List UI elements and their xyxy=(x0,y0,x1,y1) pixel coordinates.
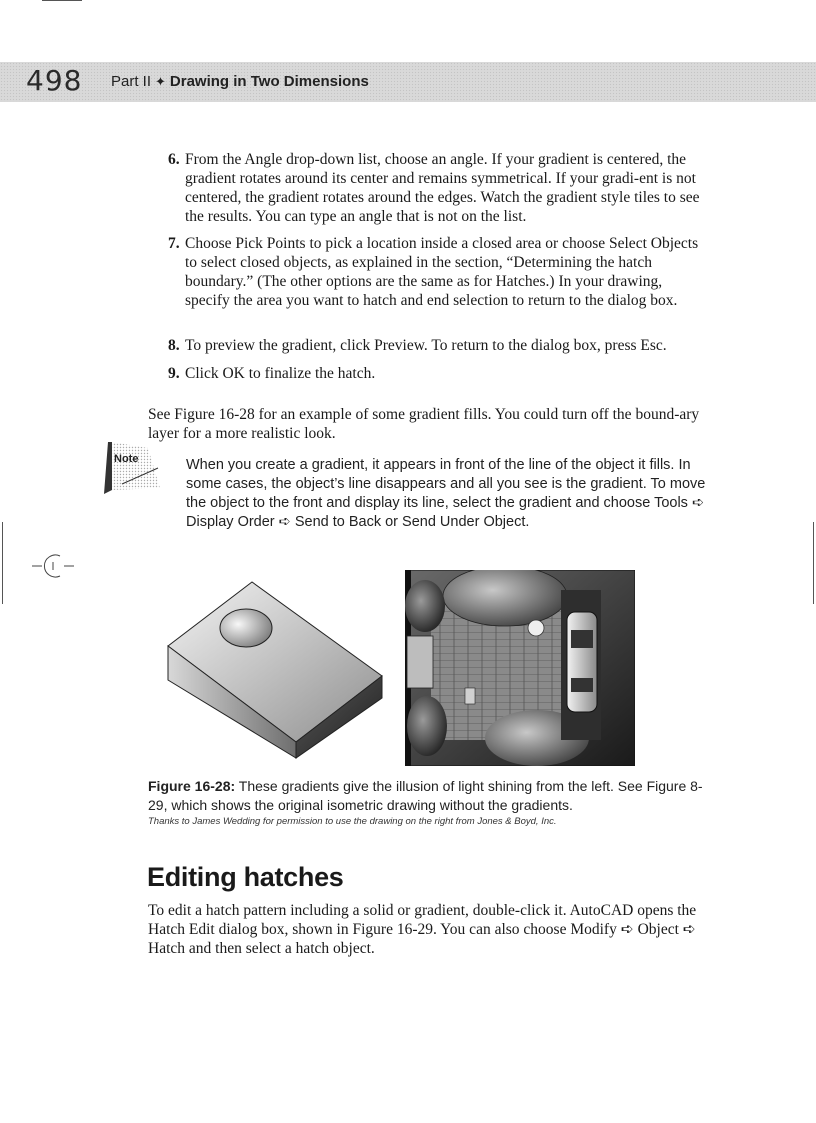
step-text: To preview the gradient, click Preview. To return to the dialog box, press Esc. xyxy=(185,337,667,354)
gradient-box-figure xyxy=(150,580,386,760)
step-text: Click OK to finalize the hatch. xyxy=(185,365,376,382)
step-8 xyxy=(148,336,708,355)
crop-mark-top xyxy=(42,0,82,1)
diamond-separator-icon: ✦ xyxy=(155,74,166,89)
note-text: When you create a gradient, it appears in front of the line of the object it fills. In some cases, the object’s line disappears and all you see is the gradient. To move the object to the front and display its line, select the gradient and choose Tools ➪ Display Order ➪ Send to Back or Send Under Object. xyxy=(186,457,706,530)
step-text: Choose Pick Points to pick a location inside a closed area or choose Select Objects to select closed objects, as explained in the section, “Determining the hatch boundary.” (The other options are the same as for Hatches.) In your drawing, specify the area you want to hatch and end selection to return to the dialog box. xyxy=(185,235,699,309)
part-label: Part II xyxy=(111,73,152,90)
step-number: 6. xyxy=(168,151,180,168)
registration-mark-icon xyxy=(32,552,74,580)
crop-mark-left xyxy=(2,522,3,604)
running-head xyxy=(111,73,369,90)
step-text: From the Angle drop-down list, choose an angle. If your gradient is centered, the gradient rotates around its center and remains symmetrical. If your gradi-ent is not centered, the gradient rotates around the edges. Watch the gradient style tiles to see the results. You can type an angle that is not on the list. xyxy=(185,151,700,225)
figure-caption-text: These gradients give the illusion of light shining from the left. See Figure 8-29, which shows the original isometric drawing without the gradients. xyxy=(148,778,703,813)
note-icon xyxy=(98,440,162,496)
section-body: To edit a hatch pattern including a solid or gradient, double-click it. AutoCAD opens the Hatch Edit dialog box, shown in Figure 16-29. You can also choose Modify ➪ Object ➪ Hatch and then select a hatch object. xyxy=(148,902,697,957)
step-6 xyxy=(148,150,708,226)
note-icon-label: Note xyxy=(114,453,139,465)
section-heading: Editing hatches xyxy=(147,862,344,892)
chapter-title: Drawing in Two Dimensions xyxy=(169,73,369,90)
step-9 xyxy=(148,364,708,383)
step-number: 9. xyxy=(168,365,180,382)
step-number: 7. xyxy=(168,235,180,252)
figure-label: Figure 16-28: xyxy=(148,778,236,794)
page-number: 498 xyxy=(26,64,83,97)
step-7 xyxy=(148,234,708,310)
figure-caption xyxy=(148,777,708,815)
step-number: 8. xyxy=(168,337,180,354)
gradient-site-plan-figure xyxy=(405,570,635,766)
body-paragraph: See Figure 16-28 for an example of some gradient fills. You could turn off the bound-ary layer for a more realistic look. xyxy=(148,406,700,442)
figure-credit: Thanks to James Wedding for permission to use the drawing on the right from Jones & Boyd, Inc. xyxy=(148,816,557,827)
crop-mark-right xyxy=(813,522,814,604)
